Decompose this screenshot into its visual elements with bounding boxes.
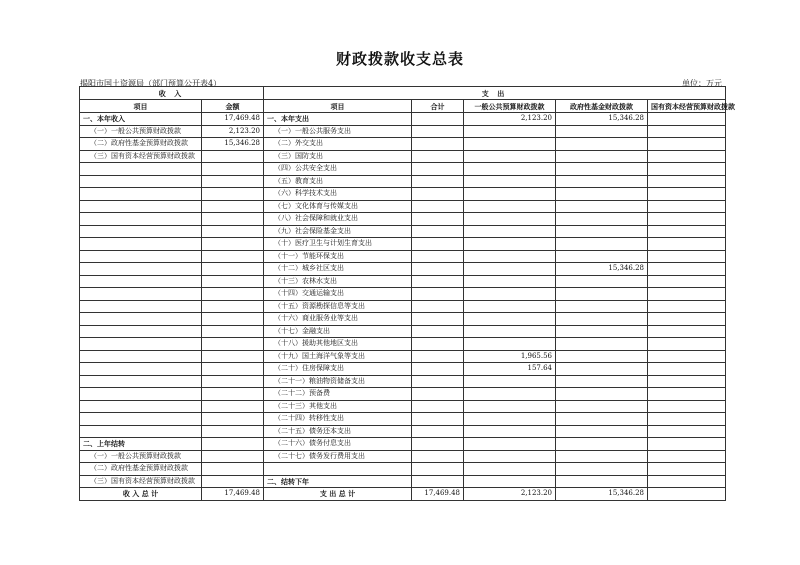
fund-budget-cell [556, 413, 648, 426]
expense-item-cell: （七）文化体育与传媒支出 [264, 200, 412, 213]
general-budget-cell [464, 425, 556, 438]
expense-item-cell: 一、本年支出 [264, 113, 412, 126]
state-capital-cell [648, 175, 726, 188]
expense-item-cell: （二十二）预备费 [264, 388, 412, 401]
income-item-cell [80, 275, 202, 288]
income-amount-cell [202, 438, 264, 451]
state-capital-cell [648, 238, 726, 251]
total-cell [412, 238, 464, 251]
general-budget-cell [464, 200, 556, 213]
expense-total-general: 2,123.20 [464, 488, 556, 501]
fund-budget-cell [556, 225, 648, 238]
income-total-amount: 17,469.48 [202, 488, 264, 501]
table-row [80, 450, 726, 463]
expense-item-cell: （二十一）粮油物资储备支出 [264, 375, 412, 388]
income-amount-cell [202, 475, 264, 488]
expense-item-cell: （二十六）债务付息支出 [264, 438, 412, 451]
income-item-cell [80, 200, 202, 213]
general-budget-cell [464, 213, 556, 226]
state-capital-cell [648, 413, 726, 426]
income-item-cell [80, 363, 202, 376]
income-total-label: 收 入 总 计 [80, 488, 202, 501]
fund-budget-cell [556, 313, 648, 326]
expense-total-fund: 15,346.28 [556, 488, 648, 501]
income-amount-cell [202, 400, 264, 413]
table-row [80, 325, 726, 338]
table-row [80, 200, 726, 213]
general-budget-cell [464, 375, 556, 388]
general-budget-cell [464, 263, 556, 276]
table-row [80, 338, 726, 351]
income-item-cell: （三）国有资本经营预算财政拨款 [80, 475, 202, 488]
state-capital-cell [648, 350, 726, 363]
income-item-cell [80, 225, 202, 238]
fund-budget-cell [556, 200, 648, 213]
total-cell [412, 138, 464, 151]
income-amount-cell [202, 363, 264, 376]
fund-budget-cell [556, 163, 648, 176]
income-amount-cell [202, 150, 264, 163]
general-budget-cell [464, 125, 556, 138]
income-group-header: 收 入 [80, 87, 264, 100]
fund-budget-cell [556, 425, 648, 438]
table-row [80, 350, 726, 363]
table-row [80, 300, 726, 313]
table-row [80, 125, 726, 138]
income-amount-cell [202, 425, 264, 438]
fund-budget-cell [556, 363, 648, 376]
total-cell [412, 200, 464, 213]
income-item-cell [80, 175, 202, 188]
fund-budget-cell [556, 138, 648, 151]
income-item-cell [80, 213, 202, 226]
income-amount-cell [202, 163, 264, 176]
fund-budget-cell [556, 463, 648, 476]
state-capital-cell [648, 300, 726, 313]
col-total: 合计 [412, 100, 464, 113]
unit-label: 单位：万元 [682, 79, 722, 88]
income-amount-cell [202, 200, 264, 213]
state-capital-cell [648, 313, 726, 326]
fund-budget-cell [556, 250, 648, 263]
fund-budget-cell [556, 125, 648, 138]
expense-item-cell: （十四）交通运输支出 [264, 288, 412, 301]
income-amount-cell [202, 250, 264, 263]
expense-item-cell: （十五）资源勘探信息等支出 [264, 300, 412, 313]
total-cell [412, 125, 464, 138]
table-row [80, 238, 726, 251]
general-budget-cell [464, 175, 556, 188]
income-amount-cell [202, 225, 264, 238]
income-amount-cell: 17,469.48 [202, 113, 264, 126]
state-capital-cell [648, 363, 726, 376]
total-cell [412, 313, 464, 326]
income-amount-cell [202, 375, 264, 388]
income-item-cell: （二）政府性基金预算财政拨款 [80, 463, 202, 476]
expense-item-cell: （二十七）债务发行费用支出 [264, 450, 412, 463]
table-row [80, 288, 726, 301]
fund-budget-cell [556, 188, 648, 201]
table-row [80, 275, 726, 288]
total-cell [412, 338, 464, 351]
col-fund: 政府性基金财政拨款 [556, 100, 648, 113]
general-budget-cell [464, 188, 556, 201]
general-budget-cell [464, 138, 556, 151]
income-amount-cell [202, 463, 264, 476]
total-cell [412, 213, 464, 226]
state-capital-cell [648, 338, 726, 351]
expense-item-cell: （九）社会保险基金支出 [264, 225, 412, 238]
expense-item-cell: 二、结转下年 [264, 475, 412, 488]
income-amount-cell [202, 300, 264, 313]
expense-item-cell: （十三）农林水支出 [264, 275, 412, 288]
organization-label: 揭阳市国土资源局（部门预算公开表4） [80, 79, 222, 88]
income-item-cell: 二、上年结转 [80, 438, 202, 451]
group-header-row [80, 87, 726, 100]
total-cell [412, 463, 464, 476]
expense-item-cell: （八）社会保障和就业支出 [264, 213, 412, 226]
col-state-capital: 国有资本经营预算财政拨款 [648, 100, 726, 113]
expense-item-cell: （十九）国土海洋气象等支出 [264, 350, 412, 363]
income-item-cell [80, 413, 202, 426]
fund-budget-cell [556, 325, 648, 338]
table-row [80, 313, 726, 326]
total-cell [412, 375, 464, 388]
table-row [80, 163, 726, 176]
income-item-cell: （一）一般公共预算财政拨款 [80, 125, 202, 138]
income-amount-cell [202, 263, 264, 276]
state-capital-cell [648, 213, 726, 226]
total-cell [412, 425, 464, 438]
expense-item-cell: （十七）金融支出 [264, 325, 412, 338]
fund-budget-cell [556, 450, 648, 463]
general-budget-cell: 2,123.20 [464, 113, 556, 126]
expense-item-cell: （十二）城乡社区支出 [264, 263, 412, 276]
income-item-cell [80, 250, 202, 263]
total-cell [412, 225, 464, 238]
total-cell [412, 325, 464, 338]
total-cell [412, 175, 464, 188]
expense-item-cell: （二十五）债务还本支出 [264, 425, 412, 438]
state-capital-cell [648, 200, 726, 213]
fund-budget-cell [556, 150, 648, 163]
total-cell [412, 450, 464, 463]
total-cell [412, 150, 464, 163]
total-cell [412, 163, 464, 176]
total-cell [412, 288, 464, 301]
expense-item-cell: （三）国防支出 [264, 150, 412, 163]
table-row [80, 175, 726, 188]
income-item-cell [80, 338, 202, 351]
col-general: 一般公共预算财政拨款 [464, 100, 556, 113]
total-cell [412, 475, 464, 488]
general-budget-cell [464, 388, 556, 401]
income-item-cell [80, 238, 202, 251]
income-amount-cell [202, 275, 264, 288]
fund-budget-cell [556, 275, 648, 288]
column-header-row [80, 100, 726, 113]
expense-group-header: 支 出 [264, 87, 726, 100]
income-amount-cell: 15,346.28 [202, 138, 264, 151]
fund-budget-cell [556, 388, 648, 401]
income-item-cell [80, 425, 202, 438]
total-cell [412, 250, 464, 263]
table-row [80, 150, 726, 163]
state-capital-cell [648, 138, 726, 151]
expense-item-cell: （四）公共安全支出 [264, 163, 412, 176]
fund-budget-cell [556, 288, 648, 301]
general-budget-cell [464, 450, 556, 463]
income-item-cell [80, 388, 202, 401]
income-item-cell: （二）政府性基金预算财政拨款 [80, 138, 202, 151]
expense-item-cell: （六）科学技术支出 [264, 188, 412, 201]
income-item-cell [80, 188, 202, 201]
expense-total-sum: 17,469.48 [412, 488, 464, 501]
fund-budget-cell [556, 438, 648, 451]
table-row [80, 213, 726, 226]
income-amount-cell [202, 450, 264, 463]
income-item-cell [80, 375, 202, 388]
income-amount-cell [202, 388, 264, 401]
state-capital-cell [648, 163, 726, 176]
expense-item-cell: （二）外交支出 [264, 138, 412, 151]
table-row [80, 413, 726, 426]
table-row [80, 138, 726, 151]
total-cell [412, 388, 464, 401]
income-item-cell [80, 163, 202, 176]
expense-item-cell: （十一）节能环保支出 [264, 250, 412, 263]
state-capital-cell [648, 325, 726, 338]
income-amount-cell [202, 325, 264, 338]
state-capital-cell [648, 375, 726, 388]
col-income-item: 项目 [80, 100, 202, 113]
expense-total-label: 支 出 总 计 [264, 488, 412, 501]
general-budget-cell [464, 413, 556, 426]
table-row [80, 463, 726, 476]
table-row [80, 363, 726, 376]
state-capital-cell [648, 400, 726, 413]
table-row [80, 375, 726, 388]
general-budget-cell [464, 338, 556, 351]
income-item-cell [80, 400, 202, 413]
expense-item-cell: （一）一般公共服务支出 [264, 125, 412, 138]
income-amount-cell [202, 313, 264, 326]
total-cell [412, 400, 464, 413]
table-row [80, 113, 726, 126]
income-item-cell [80, 263, 202, 276]
state-capital-cell [648, 388, 726, 401]
general-budget-cell [464, 475, 556, 488]
income-item-cell [80, 300, 202, 313]
expense-item-cell: （十）医疗卫生与计划生育支出 [264, 238, 412, 251]
general-budget-cell [464, 163, 556, 176]
state-capital-cell [648, 438, 726, 451]
col-amount: 金额 [202, 100, 264, 113]
general-budget-cell [464, 438, 556, 451]
total-cell [412, 350, 464, 363]
totals-row [80, 488, 726, 501]
income-amount-cell [202, 413, 264, 426]
income-item-cell [80, 325, 202, 338]
fund-budget-cell [556, 375, 648, 388]
total-cell [412, 113, 464, 126]
general-budget-cell [464, 275, 556, 288]
total-cell [412, 275, 464, 288]
general-budget-cell [464, 150, 556, 163]
income-item-cell: 一、本年收入 [80, 113, 202, 126]
expense-total-capital [648, 488, 726, 501]
expense-item-cell: （二十三）其他支出 [264, 400, 412, 413]
income-item-cell [80, 313, 202, 326]
table-row [80, 188, 726, 201]
income-item-cell [80, 350, 202, 363]
table-row [80, 388, 726, 401]
expense-item-cell: （二十）住房保障支出 [264, 363, 412, 376]
general-budget-cell: 1,965.56 [464, 350, 556, 363]
expense-item-cell: （十八）援助其他地区支出 [264, 338, 412, 351]
state-capital-cell [648, 125, 726, 138]
state-capital-cell [648, 463, 726, 476]
total-cell [412, 438, 464, 451]
state-capital-cell [648, 288, 726, 301]
expense-item-cell [264, 463, 412, 476]
fund-budget-cell: 15,346.28 [556, 113, 648, 126]
income-amount-cell [202, 288, 264, 301]
expense-item-cell: （二十四）转移性支出 [264, 413, 412, 426]
state-capital-cell [648, 263, 726, 276]
table-row [80, 475, 726, 488]
state-capital-cell [648, 150, 726, 163]
general-budget-cell [464, 300, 556, 313]
total-cell [412, 413, 464, 426]
total-cell [412, 263, 464, 276]
income-amount-cell [202, 238, 264, 251]
total-cell [412, 363, 464, 376]
income-amount-cell [202, 188, 264, 201]
income-item-cell [80, 288, 202, 301]
general-budget-cell [464, 325, 556, 338]
income-item-cell: （三）国有资本经营预算财政拨款 [80, 150, 202, 163]
table-row [80, 225, 726, 238]
table-row [80, 438, 726, 451]
fund-budget-cell [556, 350, 648, 363]
state-capital-cell [648, 275, 726, 288]
fund-budget-cell: 15,346.28 [556, 263, 648, 276]
general-budget-cell [464, 313, 556, 326]
fund-budget-cell [556, 300, 648, 313]
fund-budget-cell [556, 213, 648, 226]
income-amount-cell [202, 338, 264, 351]
state-capital-cell [648, 475, 726, 488]
state-capital-cell [648, 225, 726, 238]
general-budget-cell [464, 225, 556, 238]
budget-table [79, 86, 735, 501]
fund-budget-cell [556, 238, 648, 251]
fund-budget-cell [556, 338, 648, 351]
expense-item-cell: （十六）商业服务业等支出 [264, 313, 412, 326]
col-expense-item: 项目 [264, 100, 412, 113]
general-budget-cell [464, 288, 556, 301]
state-capital-cell [648, 250, 726, 263]
table-row [80, 400, 726, 413]
general-budget-cell [464, 250, 556, 263]
income-amount-cell [202, 350, 264, 363]
fund-budget-cell [556, 400, 648, 413]
total-cell [412, 300, 464, 313]
state-capital-cell [648, 450, 726, 463]
page-title: 财政拨款收支总表 [335, 50, 464, 68]
fund-budget-cell [556, 475, 648, 488]
general-budget-cell [464, 238, 556, 251]
total-cell [412, 188, 464, 201]
table-row [80, 263, 726, 276]
table-row [80, 425, 726, 438]
income-amount-cell [202, 213, 264, 226]
fund-budget-cell [556, 175, 648, 188]
state-capital-cell [648, 188, 726, 201]
income-amount-cell [202, 175, 264, 188]
general-budget-cell: 157.64 [464, 363, 556, 376]
income-item-cell: （一）一般公共预算财政拨款 [80, 450, 202, 463]
income-amount-cell: 2,123.20 [202, 125, 264, 138]
state-capital-cell [648, 425, 726, 438]
general-budget-cell [464, 463, 556, 476]
table-row [80, 250, 726, 263]
general-budget-cell [464, 400, 556, 413]
expense-item-cell: （五）教育支出 [264, 175, 412, 188]
state-capital-cell [648, 113, 726, 126]
